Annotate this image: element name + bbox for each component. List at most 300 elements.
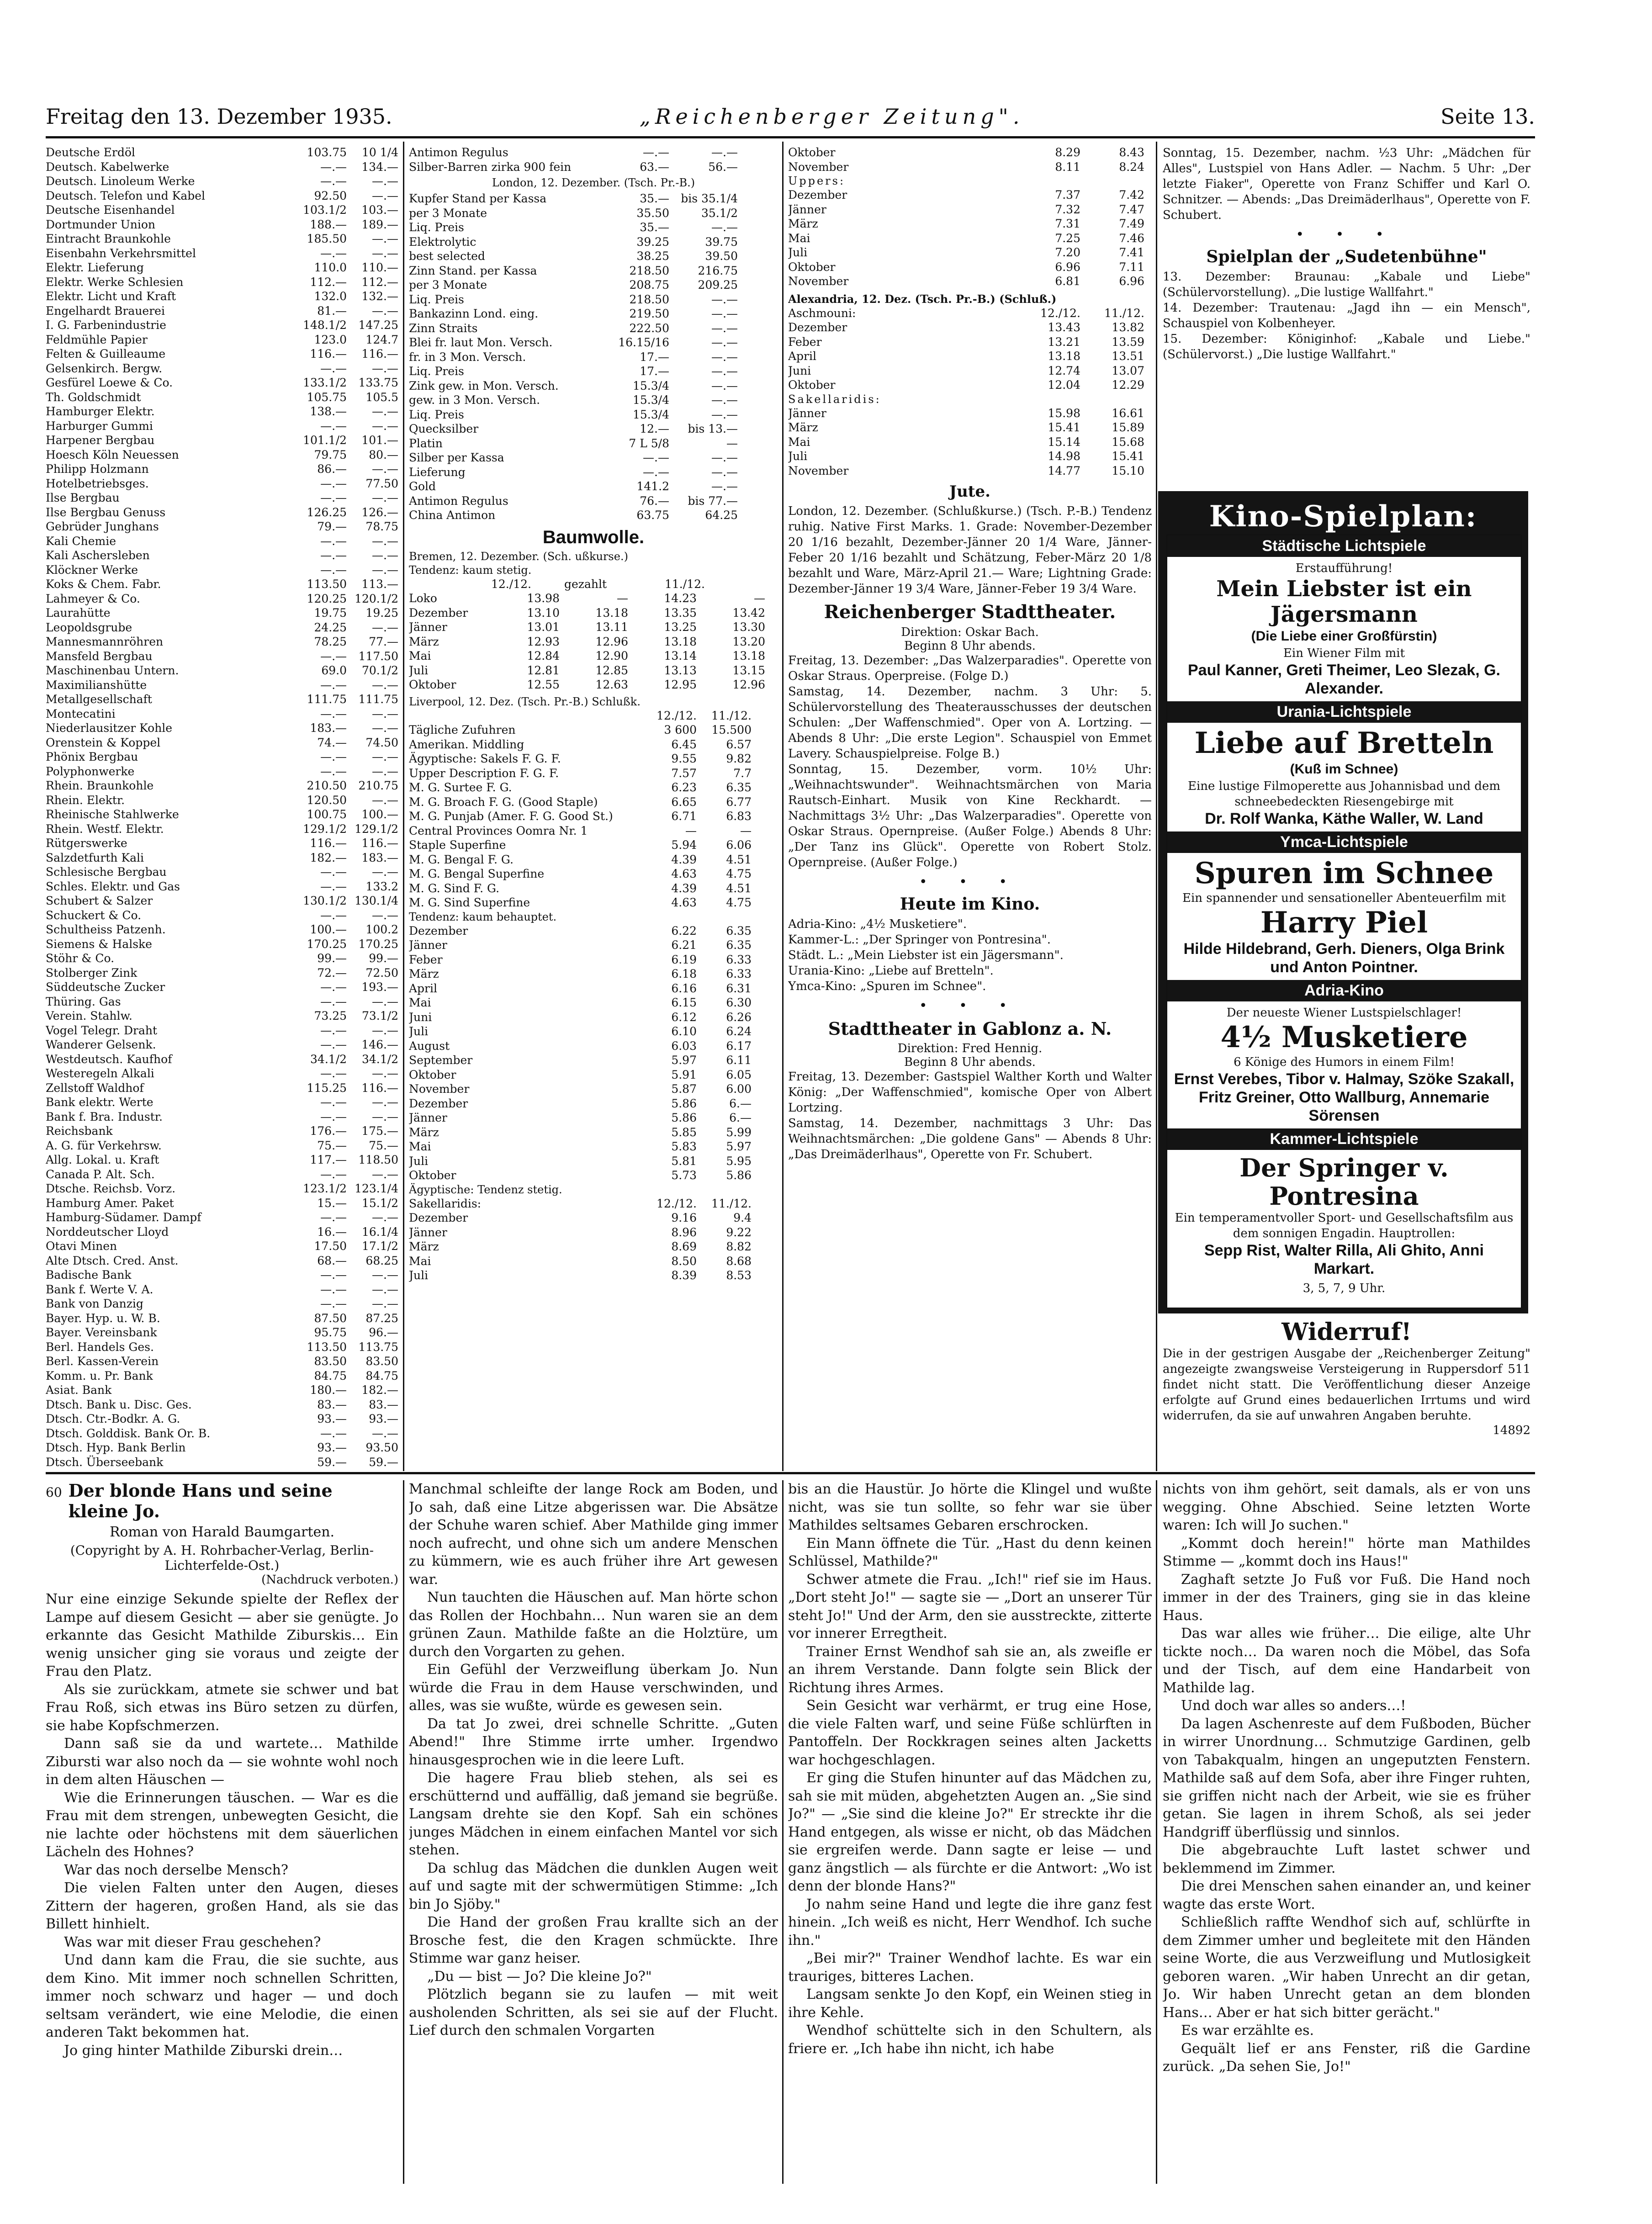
novel-paragraph: „Bei mir?" Trainer Wendhof lachte. Es war ein trauriges, bitteres Lachen. <box>788 1950 1152 1985</box>
row-name: März <box>788 421 818 434</box>
row-name: Siemens & Halske <box>46 937 152 951</box>
stock-row <box>46 1268 398 1282</box>
row-value: 117.— <box>310 1153 347 1166</box>
row-value-prev: —.— <box>372 1067 398 1080</box>
row-name: Harburger Gummi <box>46 419 153 433</box>
row-name: Silber-Barren zirka 900 fein <box>409 160 572 174</box>
row-name: Feber <box>409 953 443 966</box>
novel-paragraph: Die vielen Falten unter den Augen, dieses Zittern der hageren, großen Hand, als sie das Billett hinhielt. <box>46 1880 398 1932</box>
row-value-prev: 116.— <box>361 347 398 360</box>
row-name: Dtsch. Bank u. Disc. Ges. <box>46 1398 192 1411</box>
stock-row <box>46 879 398 894</box>
column-divider <box>1156 142 1157 1471</box>
row-value: 4.63 <box>671 896 697 909</box>
row-value: 12.— <box>640 422 669 435</box>
row-value-prev: 13.51 <box>1112 349 1144 363</box>
row-value-prev: 124.7 <box>365 333 398 346</box>
row-value-prev: bis 77.— <box>688 494 738 508</box>
stock-row <box>46 678 398 693</box>
london-row <box>409 206 778 221</box>
row-value: 120.25 <box>307 592 347 605</box>
row-value: 8.29 <box>1055 146 1080 159</box>
row-name: Ägyptische: Sakels F. G. F. <box>409 752 561 765</box>
stock-row <box>46 448 398 462</box>
row-value-prev: 6.00 <box>726 1082 752 1096</box>
row-value: 12.55 <box>527 678 560 691</box>
row-value: 6.71 <box>671 810 697 823</box>
bremen-row <box>409 606 778 620</box>
row-value: 6.03 <box>671 1039 697 1053</box>
row-value: 13.18 <box>595 606 628 620</box>
row-name: M. G. Sind Superfine <box>409 896 530 909</box>
row-name: Montecatini <box>46 707 116 720</box>
london-row <box>409 264 778 278</box>
row-name: Juli <box>409 1025 429 1038</box>
row-value-prev: —.— <box>711 408 738 421</box>
row-name: Bayer. Vereinsbank <box>46 1326 157 1339</box>
row-value-prev: —.— <box>372 1268 398 1281</box>
row-value-prev: 4.51 <box>726 881 752 895</box>
upper-row <box>788 217 1152 231</box>
row-value: 13.20 <box>732 635 765 648</box>
row-value-prev: 6.83 <box>726 810 752 823</box>
row-name: Dezember <box>788 188 847 201</box>
row-name: Komm. u. Pr. Bank <box>46 1369 153 1382</box>
divider-stars: • • • <box>919 998 1021 1014</box>
row-name: Salzdetfurth Kali <box>46 851 144 864</box>
row-value-prev: 4.51 <box>726 853 752 866</box>
kino-bar-kammer: Kammer-Lichtspiele <box>1167 1128 1521 1150</box>
divider-stars: • • • <box>919 874 1021 890</box>
stock-row <box>46 1455 398 1470</box>
stock-row <box>46 649 398 664</box>
row-value-prev: —.— <box>372 793 398 807</box>
stock-row <box>46 361 398 376</box>
novel-paragraph: Er ging die Stufen hinunter auf das Mädchen zu, sah sie mit müden, abgehetzten Augen an. „Sie sind Jo?" — „Sie sind die kleine Jo?" Er streckte ihr die Hand entgegen, als wisse er nicht, ob das Mädchen sie ergreifen werde. Dann sagte er leise — und ganz ängstlich — als fürchte er die Antwort: „Wo ist denn der blonde Hans?" <box>788 1770 1152 1894</box>
london-row <box>409 436 778 451</box>
kino-times: 3, 5, 7, 9 Uhr. <box>1303 1281 1386 1295</box>
row-value: 12.81 <box>527 663 560 677</box>
stock-row <box>46 318 398 333</box>
row-name: Juni <box>788 364 811 377</box>
stock-row <box>46 404 398 419</box>
row-value-prev: —.— <box>372 232 398 245</box>
novel-author: Roman von Harald Baumgarten. <box>109 1524 335 1540</box>
row-value: 12.84 <box>527 649 560 662</box>
stock-row <box>46 1426 398 1441</box>
row-value: 73.25 <box>314 1009 347 1022</box>
row-value-prev: 15.68 <box>1112 435 1144 449</box>
row-value-prev: 75.— <box>369 1138 398 1152</box>
stock-row <box>46 505 398 520</box>
row-value: 35.— <box>640 192 669 205</box>
novel-paragraph: Trainer Ernst Wendhof sah sie an, als zweifle er an ihrem Verstande. Dann folgte sein Blick der Richtung ihres Armes. <box>788 1643 1152 1696</box>
stock-row <box>46 333 398 347</box>
stock-row <box>46 865 398 879</box>
row-value-prev: 6.17 <box>726 1039 752 1053</box>
kino-bar-ymca: Ymca-Lichtspiele <box>1167 831 1521 853</box>
row-name: M. G. Sind F. G. <box>409 881 500 895</box>
row-value-prev: —.— <box>372 361 398 375</box>
row-name: Hamburg Amer. Paket <box>46 1196 174 1210</box>
novel-text-3 <box>788 1480 1152 2058</box>
row-value: 6.16 <box>671 981 697 995</box>
stock-row <box>46 563 398 577</box>
row-value-prev: 77.— <box>369 635 398 648</box>
stock-row <box>46 534 398 549</box>
row-value-prev: 175.— <box>361 1124 398 1138</box>
stocks-column <box>46 145 398 1470</box>
liverpool-row <box>409 752 778 766</box>
row-value-prev: 59.— <box>369 1455 398 1469</box>
row-value: —.— <box>320 1023 347 1037</box>
upper-row <box>788 260 1152 275</box>
bremen-list <box>409 591 778 692</box>
liverpool-month-row <box>409 1068 778 1082</box>
column-divider <box>403 1480 404 2184</box>
novel-paragraph: Manchmal schleifte der lange Rock am Boden, und Jo sah, daß eine Litze abgerissen war. Die Absätze der Schuhe waren schief. Aber Mathilde ging immer noch aufrecht, und ohne sich um andere Menschen zu kümmern, wie es auch früher ihre Art gewesen war. <box>409 1481 778 1588</box>
row-value: 63.— <box>640 160 669 174</box>
liverpool-month-row <box>409 924 778 938</box>
liverpool-columns: 12./12. 11./12. <box>657 709 752 722</box>
row-value: 176.— <box>310 1124 347 1138</box>
novel-paragraph: Gequält lief er ans Fenster, riß die Gardine zurück. „Da sehen Sie, Jo!" <box>1163 2040 1530 2075</box>
row-value-prev: 8.53 <box>726 1269 752 1282</box>
london-row <box>409 191 778 206</box>
row-value: —.— <box>320 1067 347 1080</box>
row-name: Gesfürel Loewe & Co. <box>46 376 173 389</box>
row-value: 17.50 <box>314 1239 347 1253</box>
row-value: 218.50 <box>629 264 669 277</box>
row-value-prev <box>347 1469 398 1470</box>
liverpool-month-row <box>409 1111 778 1125</box>
row-value: —.— <box>320 707 347 720</box>
row-name: Elektr. Licht und Kraft <box>46 290 176 303</box>
row-name: Mai <box>409 1140 431 1153</box>
row-value-prev: 96.— <box>369 1326 398 1339</box>
row-value: 5.73 <box>671 1169 697 1182</box>
row-value: —.— <box>320 764 347 778</box>
liverpool-month-row <box>409 981 778 996</box>
london-header: London, 12. Dezember. (Tsch. Pr.-B.) <box>492 176 695 189</box>
novel-paragraph: Jo nahm seine Hand und legte die ihre ganz fest hinein. „Ich weiß es nicht, Herr Wendhof. Ich suche ihn." <box>788 1896 1152 1949</box>
row-value: 170.25 <box>307 937 347 951</box>
row-name: Bank f. Bra. Industr. <box>46 1110 163 1123</box>
row-value-prev: —.— <box>372 721 398 735</box>
row-value: 9.16 <box>671 1211 697 1224</box>
row-name <box>46 1469 286 1470</box>
row-value-prev: —.— <box>372 304 398 318</box>
section-rule <box>46 1472 1535 1474</box>
liverpool-month-row <box>409 1154 778 1169</box>
row-value: 3 600 <box>664 723 697 736</box>
stock-row <box>46 1196 398 1211</box>
row-name: Antimon Regulus <box>409 146 508 159</box>
row-value: — <box>685 824 697 837</box>
row-value: 5.86 <box>671 1111 697 1124</box>
row-name: Oktober <box>788 378 836 392</box>
kino-listing <box>1166 535 1522 1308</box>
row-name: Liq. Preis <box>409 365 464 378</box>
liverpool-row <box>409 867 778 881</box>
stock-row <box>46 1440 398 1455</box>
bremen-row <box>409 635 778 649</box>
stock-row <box>46 189 398 203</box>
row-value-prev: 8.68 <box>726 1254 752 1268</box>
row-name: Rhein. Braunkohle <box>46 779 154 792</box>
row-value-prev: 6.30 <box>726 996 752 1009</box>
stock-row <box>46 692 398 707</box>
london-row <box>409 278 778 292</box>
row-value-prev: 123.1/4 <box>355 1182 398 1195</box>
row-value: —.— <box>643 146 669 159</box>
novel-rights: (Nachdruck verboten.) <box>261 1573 398 1587</box>
row-value: 17.— <box>640 350 669 364</box>
row-name: Koks & Chem. Fabr. <box>46 577 161 591</box>
row-value: —.— <box>320 1268 347 1281</box>
liverpool-row <box>409 723 778 737</box>
row-value-prev: 6.35 <box>726 924 752 937</box>
row-value-prev: 120.1/2 <box>355 592 398 605</box>
row-name: Juli <box>409 1154 429 1168</box>
london-row <box>409 422 778 436</box>
stock-row <box>46 980 398 995</box>
header-page-number: Seite 13. <box>1440 104 1535 129</box>
novel-paragraph: Nun tauchten die Häuschen auf. Man hörte schon das Rollen der Hochbahn… Nun waren sie an dem grünen Zaun. Mathilde faßte an die Holztüre, um durch den Vorgarten zu gehen. <box>409 1589 778 1660</box>
row-name: Alte Dtsch. Cred. Anst. <box>46 1254 179 1267</box>
film-title: 4½ Musketiere <box>1220 1020 1468 1054</box>
row-name: Zinn Straits <box>409 321 478 335</box>
row-name: Dortmunder Union <box>46 217 156 231</box>
theater1-begin: Beginn 8 Uhr abends. <box>904 639 1036 653</box>
row-value: 148.1/2 <box>303 318 347 332</box>
row-value-prev: 6.06 <box>726 838 752 852</box>
kino-bar-urania: Urania-Lichtspiele <box>1167 701 1521 723</box>
row-value: 112.— <box>310 275 347 289</box>
row-value: 78.25 <box>314 635 347 648</box>
row-value: 4.39 <box>671 853 697 866</box>
row-value: 6.22 <box>671 924 697 937</box>
row-value: 38.25 <box>636 249 669 263</box>
row-value-prev: 210.75 <box>358 779 398 792</box>
row-value-prev: — <box>726 436 738 450</box>
row-name: März <box>409 1125 439 1139</box>
row-value: 183.— <box>310 721 347 735</box>
row-value-prev: 6.31 <box>726 981 752 995</box>
row-value: 13.10 <box>527 606 560 620</box>
row-value: 12.63 <box>595 678 628 691</box>
row-value: 7.31 <box>1055 217 1080 230</box>
row-name: per 3 Monate <box>409 206 487 220</box>
sakel-row <box>788 464 1152 478</box>
row-value-prev: 83.— <box>369 1398 398 1411</box>
row-name: Asiat. Bank <box>46 1383 112 1397</box>
row-value-prev: — <box>740 824 752 837</box>
liverpool-month-row <box>409 1053 778 1068</box>
row-value: 13.35 <box>664 606 697 620</box>
row-value-prev: 6.11 <box>726 1054 752 1067</box>
row-value-prev: 101.— <box>361 434 398 447</box>
row-name: Badische Bank <box>46 1268 132 1281</box>
stock-row <box>46 736 398 750</box>
stock-row <box>46 203 398 217</box>
stock-row <box>46 1311 398 1326</box>
row-value-prev: 189.— <box>361 217 398 231</box>
london-row <box>409 465 778 480</box>
bremen-row <box>409 678 778 692</box>
row-name: Tägliche Zufuhren <box>409 723 516 736</box>
row-value: 35.— <box>640 221 669 234</box>
row-value: — <box>617 592 628 605</box>
row-name: Deutsche Eisenhandel <box>46 203 175 217</box>
alexandria-row <box>788 320 1152 335</box>
row-value: 16.— <box>317 1225 347 1239</box>
stock-row <box>46 1023 398 1038</box>
row-value-prev: 133.2 <box>365 879 398 893</box>
row-value-prev: 8.43 <box>1119 146 1144 159</box>
row-value: 113.50 <box>307 1340 347 1354</box>
row-value: 6.96 <box>1055 260 1080 274</box>
row-value-prev: —.— <box>372 750 398 763</box>
london-row <box>409 235 778 249</box>
row-value: 93.— <box>317 1412 347 1425</box>
market-theater-column <box>788 145 1152 1470</box>
row-value-prev: 133.75 <box>358 376 398 389</box>
row-value: 15.3/4 <box>633 393 669 407</box>
liverpool-month-row <box>409 996 778 1010</box>
theater-right-column <box>1163 145 1530 483</box>
novel-paragraph: Was war mit dieser Frau geschehen? <box>64 1934 321 1950</box>
london-row <box>409 450 778 465</box>
row-value: 6.19 <box>671 953 697 966</box>
row-name: Feber <box>788 335 822 349</box>
row-name: Kali Aschersleben <box>46 549 150 562</box>
row-value-prev: 72.50 <box>365 966 398 980</box>
row-value-prev: —.— <box>711 146 738 159</box>
stock-row <box>46 217 398 232</box>
row-value: 6.21 <box>671 938 697 952</box>
row-value-prev: —.— <box>372 1110 398 1123</box>
row-name: Mai <box>788 231 810 245</box>
novel-paragraph: Ein Mann öffnete die Tür. „Hast du denn keinen Schlüssel, Mathilde?" <box>788 1535 1152 1569</box>
london-list <box>409 191 778 523</box>
stock-row <box>46 1153 398 1167</box>
liverpool-months <box>409 924 778 1183</box>
london-row <box>409 408 778 422</box>
row-name: Staple Superfine <box>409 838 506 852</box>
row-value-prev: 6.33 <box>726 953 752 966</box>
stock-row <box>46 1138 398 1153</box>
row-value: 126.25 <box>307 505 347 519</box>
row-value: —.— <box>320 980 347 994</box>
row-value: —.— <box>320 1426 347 1440</box>
row-name: Berl. Kassen-Verein <box>46 1355 159 1368</box>
liverpool-header: Liverpool, 12. Dez. (Tsch. Pr.-B.) Schlußk. <box>409 695 641 708</box>
novel-paragraph: Da schlug das Mädchen die dunklen Augen weit auf und sagte mit der schwermütigen Stimme: „Ich bin Jo Sjöby." <box>409 1860 778 1912</box>
row-name: Laurahütte <box>46 606 111 620</box>
row-name: fr. in 3 Mon. Versch. <box>409 350 526 364</box>
london-row <box>409 479 778 494</box>
row-value-prev: —.— <box>372 1282 398 1296</box>
row-value-prev: 7.46 <box>1119 231 1144 245</box>
row-value-prev: 6.33 <box>726 967 752 980</box>
liverpool-row <box>409 795 778 810</box>
row-name: China Antimon <box>409 508 496 522</box>
row-value: 13.18 <box>664 635 697 648</box>
stock-row <box>46 937 398 952</box>
row-name: M. G. Punjab (Amer. F. G. Good St.) <box>409 810 613 823</box>
row-value-prev: 13.59 <box>1112 335 1144 349</box>
widerruf-notice <box>1163 1318 1530 1469</box>
row-name: Philipp Holzmann <box>46 462 149 476</box>
row-name: Oktober <box>788 260 836 274</box>
row-name: Mannesmannröhren <box>46 635 164 648</box>
row-value-prev: 183.— <box>361 851 398 864</box>
column-divider <box>782 142 784 1471</box>
row-value: 87.50 <box>314 1311 347 1325</box>
stock-row <box>46 663 398 678</box>
jute-text: London, 12. Dezember. (Schlußkurse.) (Tsch. P.-B.) Tendenz ruhig. Native First Marks. 1. Grade: November-Dezember 20 1/16 bezahlt, Dezember-Jänner 20 1/4 Ware, Jänner-Feber 20 1/16 bezahlt und Schätzung, Feber-März 20 1/8 bezahlt und Ware, März-April 21.— Ware; Lightning Grade: Dezember-Jänner 19 3/4 Ware, Jänner-Feber 19 3/4 Ware. <box>788 504 1152 596</box>
row-name: Dtsch. Hyp. Bank Berlin <box>46 1441 186 1454</box>
liverpool-month-row <box>409 1168 778 1183</box>
stock-row <box>46 1354 398 1369</box>
london-row <box>409 335 778 350</box>
upper-row <box>788 274 1152 289</box>
row-value-prev: —.— <box>372 995 398 1008</box>
row-name: best selected <box>409 249 485 263</box>
stock-row <box>46 577 398 592</box>
novel-heading <box>46 1480 398 1521</box>
row-value: 12.96 <box>732 678 765 691</box>
row-value: — <box>754 592 765 605</box>
stock-row <box>46 1383 398 1398</box>
row-value-prev: 15.89 <box>1112 421 1144 434</box>
row-value: 100.75 <box>307 808 347 821</box>
cotton-title: Baumwolle. <box>542 527 645 547</box>
row-name: Mansfeld Bergbau <box>46 649 153 663</box>
stock-row <box>46 174 398 189</box>
liverpool-month-row <box>409 1096 778 1111</box>
row-value-prev: 77.50 <box>365 477 398 490</box>
row-value: 15.— <box>317 1196 347 1210</box>
row-name: Gelsenkirch. Bergw. <box>46 361 163 375</box>
row-value: —.— <box>320 1211 347 1224</box>
row-name: Polyphonwerke <box>46 764 135 778</box>
row-value: 113.50 <box>307 577 347 591</box>
row-value: —.— <box>320 995 347 1008</box>
row-value-prev: 64.25 <box>705 508 738 522</box>
sakel-row <box>788 449 1152 464</box>
theater2-begin: Beginn 8 Uhr abends. <box>904 1055 1036 1069</box>
london-row <box>409 292 778 307</box>
row-value: 5.87 <box>671 1082 697 1096</box>
row-value-prev: —.— <box>372 246 398 260</box>
sakel-row <box>788 406 1152 421</box>
row-value: 218.50 <box>629 292 669 306</box>
row-name: Liq. Preis <box>409 292 464 306</box>
row-value-prev: 15.1/2 <box>362 1196 398 1210</box>
row-value: 13.01 <box>527 620 560 634</box>
stock-row <box>46 620 398 635</box>
novel-paragraph: Da tat Jo zwei, drei schnelle Schritte. „Guten Abend!" Ihre Stimme irrte umher. Irgendwo hinausgesprochen wie in die leere Luft. <box>409 1716 778 1768</box>
row-value-prev: 15.10 <box>1112 464 1144 477</box>
row-value: 7.32 <box>1055 202 1080 216</box>
row-value-prev: 129.1/2 <box>355 822 398 836</box>
row-value: 8.50 <box>671 1254 697 1268</box>
row-value: 5.91 <box>671 1068 697 1081</box>
upper-row <box>788 231 1152 246</box>
row-name: Mai <box>409 1254 431 1268</box>
